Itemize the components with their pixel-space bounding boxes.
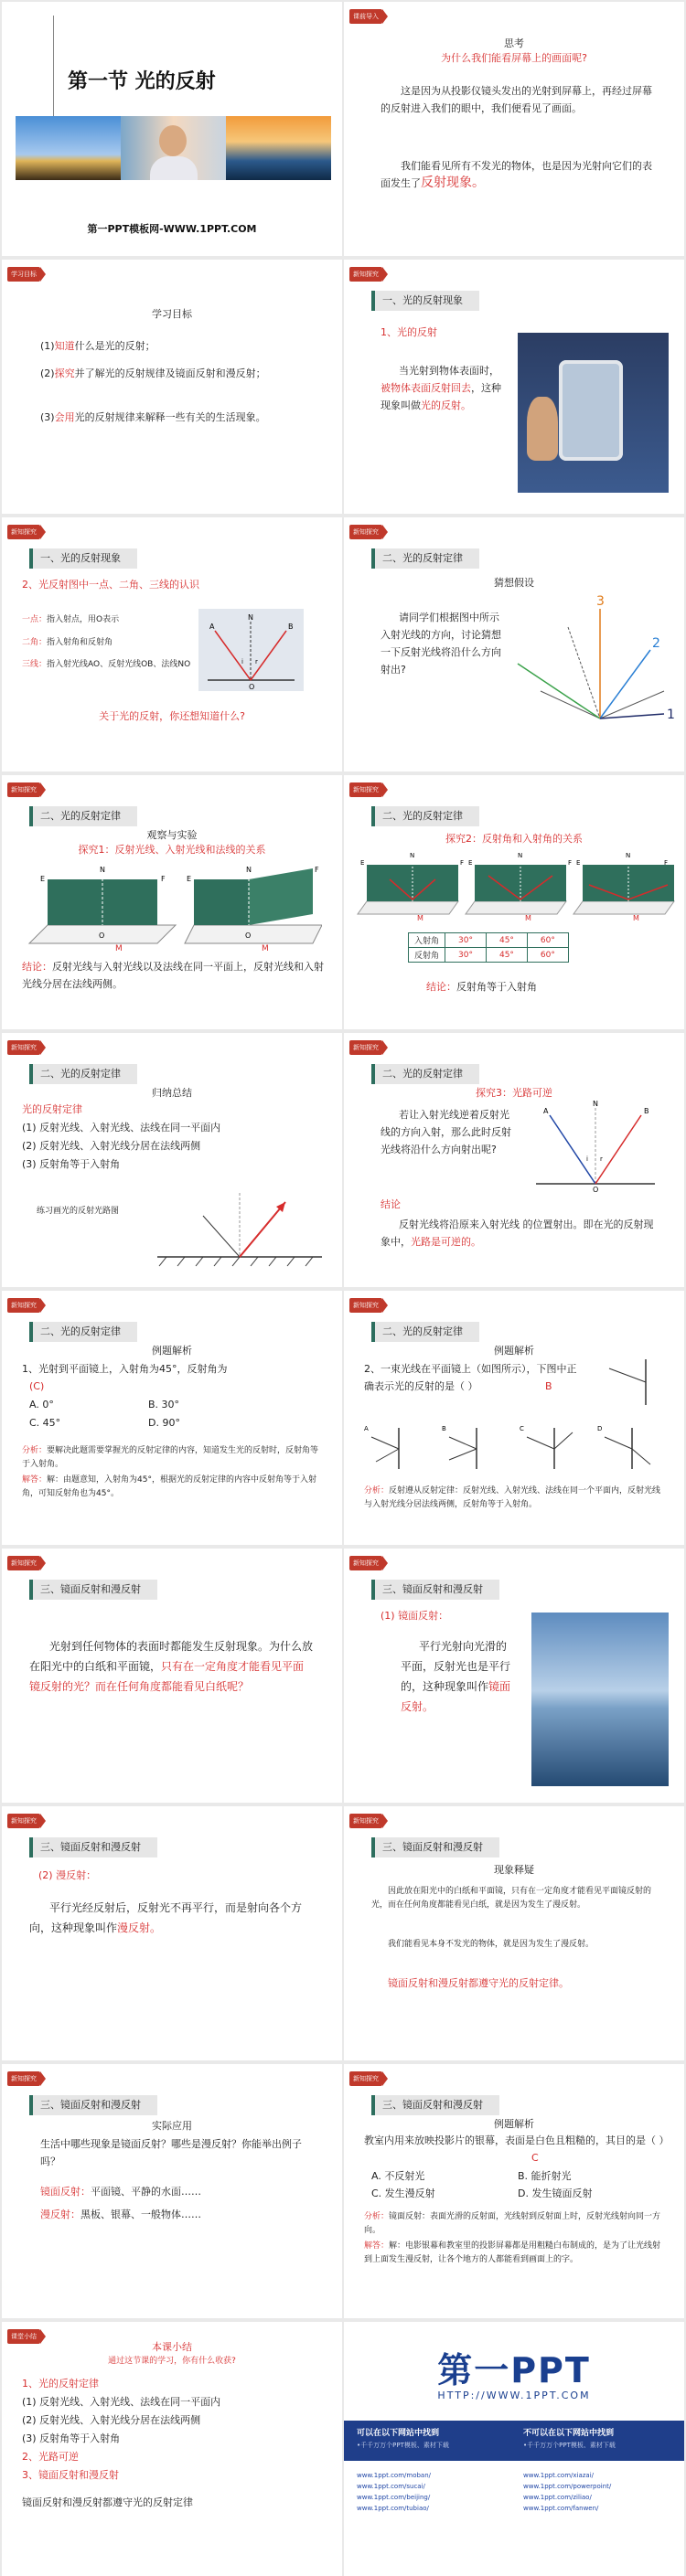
svg-text:O: O xyxy=(99,931,105,940)
answer: (C) xyxy=(29,1380,45,1392)
option-b: B. 30° xyxy=(148,1399,180,1410)
slide-reflection-def[interactable] xyxy=(344,260,684,514)
hypothesis-diagram xyxy=(504,591,678,728)
section-tag: 新知探究 xyxy=(7,525,40,539)
answer-figures xyxy=(362,1423,669,1474)
section-header: 三、镜面反射和漫反射 xyxy=(371,1580,499,1600)
section-header: 一、光的反射现象 xyxy=(29,548,137,569)
three-lines: 三线：指入射光线AO、反射光线OB、法线NO xyxy=(22,660,191,669)
svg-text:F: F xyxy=(161,875,166,883)
mirror-examples: 镜面反射：平面镜、平静的水面…… xyxy=(40,2186,201,2198)
section-tag: 新知探究 xyxy=(349,2071,382,2086)
section-tag: 课堂小结 xyxy=(7,2329,40,2344)
answer: B xyxy=(545,1380,552,1392)
svg-text:B: B xyxy=(288,623,294,631)
svg-text:B: B xyxy=(442,1425,446,1432)
svg-text:M: M xyxy=(115,944,123,953)
section-header: 二、光的反射定律 xyxy=(371,806,479,826)
link-list-right xyxy=(523,2470,670,2514)
slide-diffuse-reflection[interactable] xyxy=(2,1806,342,2060)
key-conclusion: 镜面反射和漫反射都遵守光的反射定律。 xyxy=(388,1977,569,1989)
svg-text:M: M xyxy=(633,914,639,921)
right-title: 不可以在以下网站中找到 xyxy=(523,2429,615,2438)
heading: 归纳总结 xyxy=(152,1087,192,1099)
list-item[interactable]: www.1ppt.com/tubiao/ xyxy=(357,2505,429,2512)
svg-text:O: O xyxy=(593,1186,599,1193)
right-sub: •千千万万个PPT模板、素材下载 xyxy=(523,2442,616,2449)
subheading: 探究1：反射光线、入射光线和法线的关系 xyxy=(78,844,266,856)
diffuse-examples: 漫反射：黑板、银幕、一般物体…… xyxy=(40,2209,201,2220)
list-item[interactable]: www.1ppt.com/fanwen/ xyxy=(523,2505,599,2512)
conclusion: 反射光线将沿原来入射光线 的位置射出。即在光的反射现象中，光路是可逆的。 xyxy=(381,1219,654,1248)
slide-objectives[interactable] xyxy=(2,260,342,514)
definition: 当光射到物体表面时，被物体表面反射回去，这种现象叫做光的反射。 xyxy=(381,365,501,411)
svg-text:i: i xyxy=(586,1155,588,1163)
explanation-2: 我们能看见本身不发光的物体，就是因为发生了漫反射。 xyxy=(388,1940,595,1949)
list-item[interactable]: www.1ppt.com/xiazai/ xyxy=(523,2472,595,2479)
objective-2: (2)探究并了解光的反射规律及镜面反射和漫反射； xyxy=(40,367,266,379)
analysis: 分析：要解决此题需要掌握光的反射定律的内容，知道发生光的反射时，反射角等于入射角。 xyxy=(22,1446,319,1469)
logo-area xyxy=(344,2322,684,2422)
question: 为什么我们能看屏幕上的画面呢? xyxy=(441,52,587,64)
section-tag: 新知探究 xyxy=(7,2071,40,2086)
slide-application[interactable] xyxy=(2,2064,342,2318)
heading: 学习目标 xyxy=(152,308,192,320)
svg-text:O: O xyxy=(245,931,252,940)
svg-text:2: 2 xyxy=(652,636,660,651)
objective-3: (3)会用光的反射规律来解释一些有关的生活现象。 xyxy=(40,411,266,423)
summary-item-2: (2) 反射光线、入射光线分居在法线两侧 xyxy=(22,2414,201,2426)
table-row: 反射角 30° 45° 60° xyxy=(409,948,569,963)
heading: 例题解析 xyxy=(152,1345,192,1357)
option-a: A. 不反射光 xyxy=(371,2170,425,2182)
title-photo-strip xyxy=(16,116,331,180)
svg-text:M: M xyxy=(262,944,269,953)
section-header: 三、镜面反射和漫反射 xyxy=(371,2095,499,2115)
two-angles: 二角：指入射角和反射角 xyxy=(22,638,113,647)
summary-item-3: (3) 反射角等于入射角 xyxy=(22,2432,121,2444)
section-tag: 新知探究 xyxy=(7,1814,40,1828)
slide-explanation[interactable] xyxy=(344,1806,684,2060)
svg-text:F: F xyxy=(315,866,319,874)
heading: 观察与实验 xyxy=(146,829,198,841)
definition: 平行光射向光滑的平面，反射光也是平行的，这种现象叫作镜面反射。 xyxy=(401,1640,511,1713)
subheading: (1) 镜面反射： xyxy=(381,1610,449,1622)
section-header: 二、光的反射定律 xyxy=(29,806,137,826)
slide-end[interactable] xyxy=(344,2322,684,2576)
explanation-1: 因此放在阳光中的白纸和平面镜，只有在一定角度才能看见平面镜反射的光，而在任何角度都能看见白纸，就是因为发生了漫反射。 xyxy=(371,1887,652,1910)
svg-text:N: N xyxy=(248,613,253,622)
one-point: 一点：指入射点，用O表示 xyxy=(22,615,120,624)
section-tag: 新知探究 xyxy=(349,1298,382,1313)
question-paragraph: 光射到任何物体的表面时都能发生反射现象。为什么放在阳光中的白纸和平面镜，只有在一定角度才能看见平面镜反射的光？而在任何角度都能看见白纸呢？ xyxy=(29,1640,314,1693)
section-tag: 新知探究 xyxy=(7,782,40,797)
info-banner xyxy=(344,2421,684,2461)
section-header: 二、光的反射定律 xyxy=(371,548,479,569)
svg-text:E: E xyxy=(187,875,192,883)
list-item[interactable]: www.1ppt.com/powerpoint/ xyxy=(523,2483,612,2490)
heading: 例题解析 xyxy=(494,1345,534,1357)
option-d: D. 90° xyxy=(148,1417,180,1429)
slide-hypothesis[interactable] xyxy=(344,517,684,772)
svg-text:M: M xyxy=(525,914,531,921)
slide-example-2[interactable] xyxy=(344,1291,684,1545)
heading: 猜想假设 xyxy=(494,577,534,589)
solution: 解答：解：由题意知，入射角为45°，根据光的反射定律的内容中反射角等于入射角，可知反射角也为45°。 xyxy=(22,1475,316,1498)
section-header: 二、光的反射定律 xyxy=(29,1064,137,1084)
section-tag: 课前导入 xyxy=(349,9,382,24)
sunset-photo xyxy=(226,116,331,180)
svg-text:F: F xyxy=(568,859,573,867)
law-item-1: (1) 反射光线、入射光线、法线在同一平面内 xyxy=(22,1122,221,1134)
subheading: 探究2：反射角和入射角的关系 xyxy=(445,833,583,845)
svg-text:E: E xyxy=(468,859,473,867)
slide-title[interactable] xyxy=(2,2,342,256)
section-header: 三、镜面反射和漫反射 xyxy=(29,1580,157,1600)
slide-experiment-1[interactable] xyxy=(2,775,342,1029)
section-header: 三、镜面反射和漫反射 xyxy=(29,2095,157,2115)
svg-text:E: E xyxy=(40,875,46,883)
conclusion: 结论：反射光线与入射光线以及法线在同一平面上，反射光线和入射光线分居在法线两侧。 xyxy=(22,961,324,990)
analysis: 分析：镜面反射：表面光滑的反射面，光线射到反射面上时，反射光线射向同一方向。 xyxy=(364,2212,661,2235)
slide-reversible[interactable] xyxy=(344,1033,684,1287)
svg-text:i: i xyxy=(241,658,243,665)
svg-text:N: N xyxy=(518,852,523,859)
reflection-diagram xyxy=(198,609,304,691)
section-tag: 新知探究 xyxy=(349,1814,382,1828)
person-photo xyxy=(121,116,226,180)
logo-text: 第一PPT xyxy=(437,2350,591,2390)
svg-text:N: N xyxy=(593,1100,598,1108)
subheading: (2) 漫反射： xyxy=(38,1869,97,1881)
section-tag: 新知探究 xyxy=(7,1298,40,1313)
svg-text:N: N xyxy=(246,866,252,874)
svg-text:C: C xyxy=(520,1425,524,1432)
link-list-left xyxy=(357,2470,503,2514)
law-diagram xyxy=(148,1179,331,1271)
paragraph-2-text: 我们能看见所有不发光的物体，也是因为光射向它们的表面发生了 xyxy=(381,160,652,189)
heading: 思考 xyxy=(504,37,524,49)
slide-example-3[interactable] xyxy=(344,2064,684,2318)
slide-experiment-2[interactable] xyxy=(344,775,684,1029)
list-item[interactable]: www.1ppt.com/sucai/ xyxy=(357,2483,425,2490)
subheading: 1、光的反射 xyxy=(381,326,437,338)
svg-text:B: B xyxy=(644,1107,649,1115)
reflection-phenomenon: 反射现象。 xyxy=(421,176,485,190)
body: 请同学们根据图中所示入射光线的方向，讨论猜想一下反射光线将沿什么方向射出? xyxy=(381,612,501,676)
svg-text:r: r xyxy=(600,1155,603,1163)
option-d: D. 发生镜面反射 xyxy=(518,2187,593,2199)
answer: C xyxy=(531,2152,539,2164)
svg-text:E: E xyxy=(576,859,581,867)
table-row: 入射角 30° 45° 60° xyxy=(409,933,569,948)
section-header: 三、镜面反射和漫反射 xyxy=(29,1837,157,1857)
analysis: 分析：反射遵从反射定律：反射光线、入射光线、法线在同一个平面内，反射光线与入射光线分居法线两侧，反射角等于入射角。 xyxy=(364,1486,661,1509)
svg-text:M: M xyxy=(417,914,423,921)
left-title: 可以在以下网站中找到 xyxy=(357,2429,440,2438)
law-item-2: (2) 反射光线、入射光线分居在法线两侧 xyxy=(22,1140,201,1152)
summary-2: 2、光路可逆 xyxy=(22,2451,79,2463)
question: 2、一束光线在平面镜上（如图所示），下图中正确表示光的反射的是（ ） xyxy=(364,1363,577,1392)
left-sub: •千千万万个PPT模板、素材下载 xyxy=(357,2442,449,2449)
subheading: 通过这节课的学习，你有什么收获? xyxy=(108,2357,236,2366)
reversible-diagram xyxy=(527,1097,664,1193)
question: 生活中哪些现象是镜面反射？哪些是漫反射？你能举出例子吗？ xyxy=(40,2138,302,2167)
svg-text:D: D xyxy=(597,1425,603,1432)
summary-3: 3、镜面反射和漫反射 xyxy=(22,2469,119,2481)
heading: 实际应用 xyxy=(152,2120,192,2132)
angle-table xyxy=(408,932,569,963)
section-tag: 学习目标 xyxy=(7,267,40,282)
section-header: 二、光的反射定律 xyxy=(371,1064,479,1084)
angle-experiment-boards xyxy=(353,848,675,921)
section-tag: 新知探究 xyxy=(349,525,382,539)
slide-point-angle-line[interactable] xyxy=(2,517,342,772)
svg-text:A: A xyxy=(543,1107,549,1115)
section-tag: 新知探究 xyxy=(349,267,382,282)
svg-text:3: 3 xyxy=(596,594,605,609)
section-header: 三、镜面反射和漫反射 xyxy=(371,1837,499,1857)
slide-example-1[interactable] xyxy=(2,1291,342,1545)
paragraph-2 xyxy=(381,157,659,192)
svg-text:N: N xyxy=(100,866,105,874)
svg-text:N: N xyxy=(626,852,631,859)
question: 1、光射到平面镜上，入射角为45°，反射角为 xyxy=(22,1363,228,1375)
section-tag: 新知探究 xyxy=(7,1556,40,1570)
slide-think[interactable] xyxy=(344,2,684,256)
svg-text:F: F xyxy=(460,859,465,867)
objective-1: (1)知道什么是光的反射； xyxy=(40,340,155,352)
slide-title-text: 第一节 光的反射 xyxy=(68,70,216,93)
conclusion: 结论：反射角等于入射角 xyxy=(426,981,537,993)
svg-text:E: E xyxy=(360,859,365,867)
option-c: C. 45° xyxy=(29,1417,61,1429)
list-item[interactable]: www.1ppt.com/moban/ xyxy=(357,2472,432,2479)
option-a: A. 0° xyxy=(29,1399,54,1410)
question-figure xyxy=(600,1355,664,1410)
subheading: 2、光反射图中一点、二角、三线的认识 xyxy=(22,579,199,591)
definition: 平行光经反射后，反射光不再平行，而是射向各个方向，这种现象叫作漫反射。 xyxy=(29,1901,303,1934)
section-header: 二、光的反射定律 xyxy=(29,1322,137,1342)
svg-text:A: A xyxy=(209,623,215,631)
section-tag: 新知探究 xyxy=(7,1040,40,1055)
slide-summary-law[interactable] xyxy=(2,1033,342,1287)
summary-item-1: (1) 反射光线、入射光线、法线在同一平面内 xyxy=(22,2396,221,2408)
list-item[interactable]: www.1ppt.com/beijing/ xyxy=(357,2494,431,2501)
body: 若让入射光线逆着反射光线的方向入射，那么此时反射光线将沿什么方向射出呢? xyxy=(381,1109,511,1155)
svg-text:1: 1 xyxy=(667,708,675,722)
svg-text:A: A xyxy=(364,1425,369,1432)
mirror-reflection-photo xyxy=(518,333,669,493)
law-item-3: (3) 反射角等于入射角 xyxy=(22,1158,121,1170)
heading: 本课小结 xyxy=(152,2341,192,2353)
option-c: C. 发生漫反射 xyxy=(371,2187,435,2199)
svg-text:N: N xyxy=(410,852,415,859)
subheading: 光的反射定律 xyxy=(22,1103,82,1115)
subheading: 探究3：光路可逆 xyxy=(476,1087,552,1099)
mirror-lake-photo xyxy=(531,1613,669,1786)
paragraph-1: 这是因为从投影仪镜头发出的光射到屏幕上，再经过屏幕的反射进入我们的眼中，我们便看见了画面。 xyxy=(381,85,652,114)
slide-lesson-summary[interactable] xyxy=(2,2322,342,2576)
solution: 解答：解：电影银幕和教室里的投影屏幕都是用粗糙白布制成的，是为了让光线射到上面发生漫反射，让各个地方的人都能看到画面上的字。 xyxy=(364,2241,661,2264)
list-item[interactable]: www.1ppt.com/ziliao/ xyxy=(523,2494,592,2501)
option-b: B. 能折射光 xyxy=(518,2170,572,2182)
section-tag: 新知探究 xyxy=(349,1040,382,1055)
footer-text: 第一PPT模板网-WWW.1PPT.COM xyxy=(87,223,257,235)
heading: 例题解析 xyxy=(494,2118,534,2130)
heading: 现象释疑 xyxy=(494,1864,534,1876)
conclusion-label: 结论 xyxy=(381,1198,401,1210)
svg-text:r: r xyxy=(255,658,258,665)
slide-mirror-reflection[interactable] xyxy=(344,1549,684,1803)
experiment-boards xyxy=(20,861,322,953)
summary-1: 1、光的反射定律 xyxy=(22,2378,99,2390)
question: 教室内用来放映投影片的银幕，表面是白色且粗糙的，其目的是（ ） xyxy=(364,2134,670,2146)
question: 关于光的反射，你还想知道什么? xyxy=(99,710,245,722)
logo-url: HTTP://WWW.1PPT.COM xyxy=(437,2390,591,2401)
lake-photo xyxy=(16,116,121,180)
summary-last: 镜面反射和漫反射都遵守光的反射定律 xyxy=(22,2496,193,2508)
slide-mirror-diffuse-intro[interactable] xyxy=(2,1549,342,1803)
section-header: 二、光的反射定律 xyxy=(371,1322,479,1342)
section-tag: 新知探究 xyxy=(349,1556,382,1570)
svg-text:O: O xyxy=(249,683,255,691)
practice-note: 练习画光的反射光路图 xyxy=(37,1207,120,1216)
section-header: 一、光的反射现象 xyxy=(371,291,479,311)
section-tag: 新知探究 xyxy=(349,782,382,797)
svg-text:F: F xyxy=(664,859,669,867)
